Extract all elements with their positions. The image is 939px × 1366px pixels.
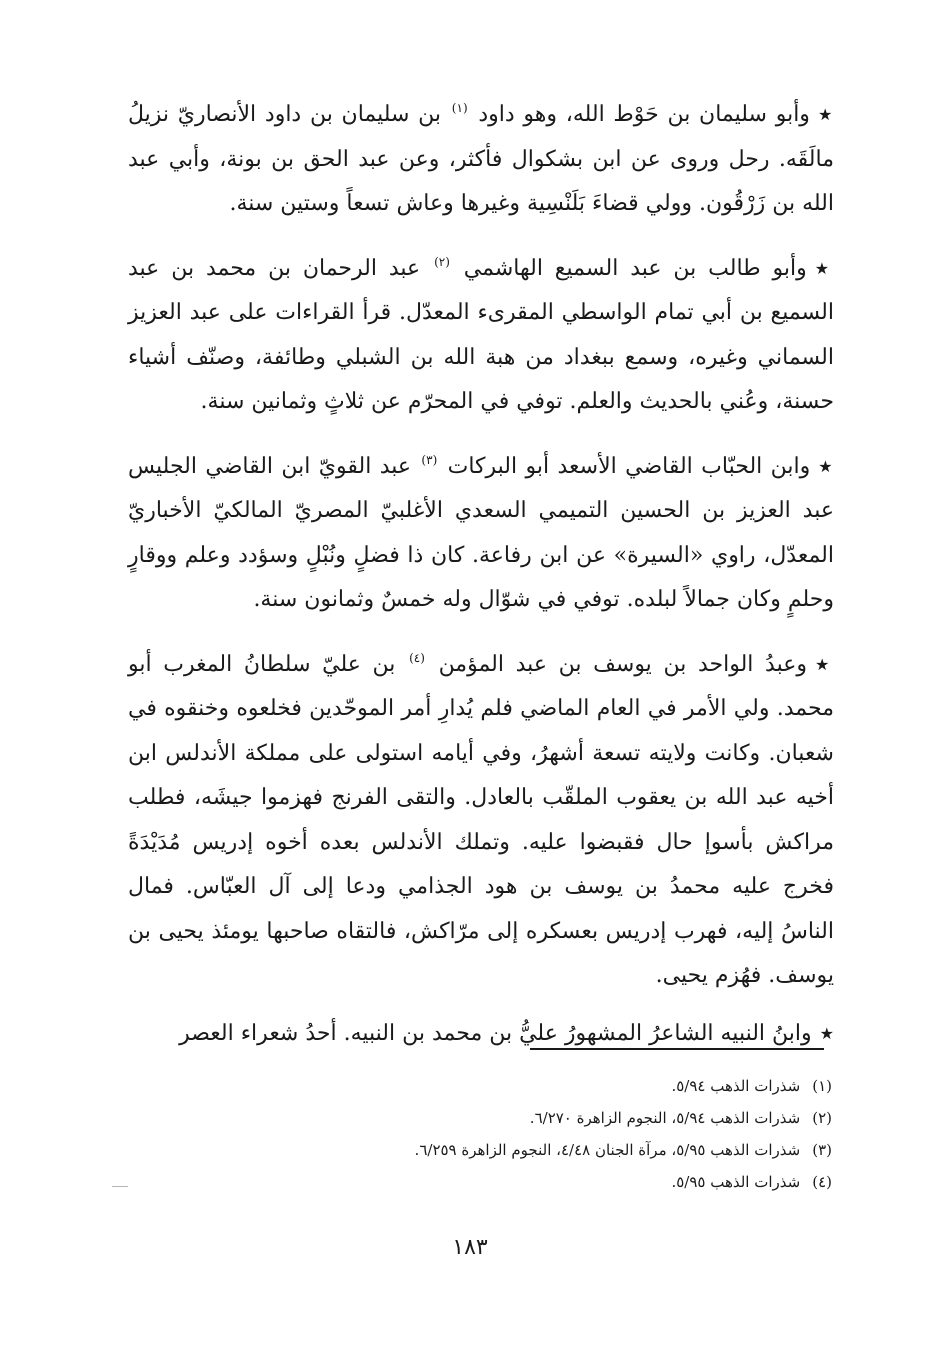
footnote-1 [200,1070,832,1102]
entry-4 [128,636,834,999]
footnote-4 [200,1166,832,1198]
entry-text: بن سليمان بن داود الأنصاريّ نزيلُ مالَقَه. رحل وروى عن ابن بشكوال فأكثر، وعن عبد الحق بن بونة، وأبي عبد الله بن زَرْقُون. وولي قضاءَ بَلَنْسِية وغيرها وعاش تسعاً وستين سنة. [128,102,834,216]
footnote-text: شذرات الذهب ٥/٩٤. [671,1077,801,1095]
footnote-number: (٤) [812,1173,832,1191]
entry-text: وعبدُ الواحد بن يوسف بن عبد المؤمن [438,651,807,677]
footnote-ref: (٤) [409,650,425,665]
footnote-text: شذرات الذهب ٥/٩٥، مرآة الجنان ٤/٤٨، النجوم الزاهرة ٦/٢٥٩. [414,1141,801,1159]
star-icon: ★ [815,654,834,674]
footnote-number: (٣) [812,1141,832,1159]
footnote-ref: (٢) [434,254,450,269]
entry-3 [128,438,834,623]
main-text [128,86,834,1069]
footnote-ref: (٣) [421,452,438,467]
entry-text: وابنُ النبيه الشاعرُ المشهورُ عليُّ بن محمد بن النبيه. أحدُ شعراء العصر [179,1020,812,1046]
page-number: ١٨٣ [452,1235,488,1260]
entry-1 [128,86,834,227]
entry-text: عبد الرحمان بن محمد بن عبد السميع بن أبي تمام الواسطي المقرىء المعدّل. قرأ القراءات على عبد العزيز السماني وغيره، وسمع ببغداد من هبة الله بن الشبلي وطائفة، وصنّف أشياء حسنة، وعُني بالحديث والعلم. توفي في المحرّم عن ثلاثٍ وثمانين سنة. [128,255,835,414]
scan-artifact [112,1186,128,1187]
entry-text: بن عليّ سلطانُ المغرب أبو محمد. ولي الأمر في العام الماضي فلم يُدارِ أمر الموحّدين فخلعوه وخنقوه في شعبان. وكانت ولايته تسعة أشهرُ، وفي أيامه استولى على مملكة الأندلس ابن أخيه عبد الله بن يعقوب الملقّب بالعادل. والتقى الفرنج فهزموا جيشَه، فطلب مراكش بأسوإ حال فقبضوا عليه. وتملك الأندلس بعده أخوه إدريس مُدَيْدَةً فخرج عليه محمدُ بن يوسف بن هود الجذامي ودعا إلى آل العبّاس. فمال الناسُ إليه، فهرب إدريس بعسكره إلى مرّاكش، فالتقاه صاحبها يومئذ يحيى بن يوسف. فهُزم يحيى. [128,651,834,988]
star-icon: ★ [819,1023,834,1043]
footnote-text: شذرات الذهب ٥/٩٥. [671,1173,801,1191]
entry-text: وأبو سليمان بن حَوْط الله، وهو داود [478,102,810,127]
footnote-number: (٢) [812,1109,832,1127]
entry-text: وابن الحبّاب القاضي الأسعد أبو البركات [447,453,811,479]
star-icon: ★ [818,456,834,476]
footnote-2 [200,1102,832,1134]
entry-2 [128,240,834,425]
footnotes [200,1070,832,1198]
footnote-ref: (١) [451,101,468,115]
footnote-text: شذرات الذهب ٥/٩٤، النجوم الزاهرة ٦/٢٧٠. [529,1109,801,1127]
footnote-divider [530,1048,824,1050]
footnote-number: (١) [812,1077,832,1095]
star-icon: ★ [814,258,835,278]
star-icon: ★ [817,105,835,124]
entry-text: عبد القويّ ابن القاضي الجليس عبد العزيز بن الحسين التميمي السعدي الأغلبيّ المصريّ المالكيّ الأخباريّ المعدّل، راوي «السيرة» عن ابن رفاعة. كان ذا فضلٍ ونُبْلٍ وسؤدد وعلم ووقارٍ وحلمٍ وكان جمالاً لبلده. توفي في شوّال وله خمسٌ وثمانون سنة. [128,453,834,612]
entry-text: وأبو طالب بن عبد السميع الهاشمي [463,255,807,281]
footnote-3 [200,1134,832,1166]
